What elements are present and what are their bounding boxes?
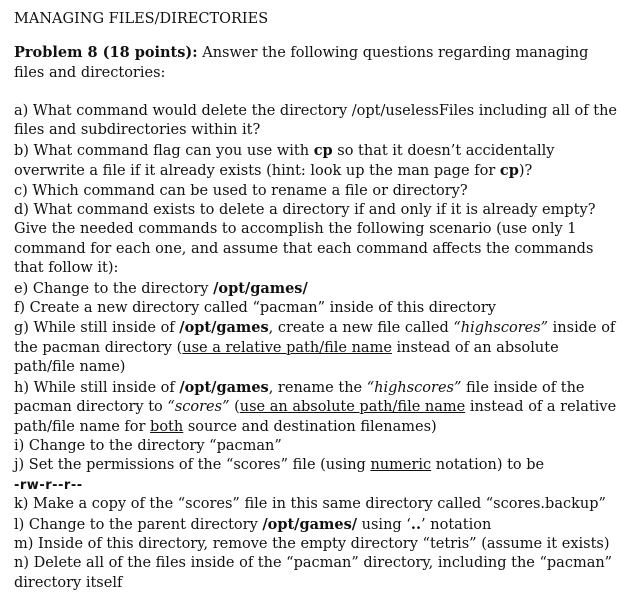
- question-b-cp: cp: [313, 141, 333, 159]
- question-n: n) Delete all of the files inside of the “pacman” directory, including the “pacman” directory itself: [14, 555, 613, 591]
- section-heading: MANAGING FILES/DIRECTORIES: [14, 11, 269, 27]
- question-g-file: “highscores”: [453, 320, 549, 337]
- question-j-text-2: notation) to be: [431, 457, 545, 474]
- question-g: [14, 318, 620, 377]
- question-j-text-1: j) Set the permissions of the “scores” file (using: [14, 457, 371, 474]
- question-j-permissions: -rw-r--r--: [14, 477, 83, 493]
- question-g-path: /opt/games: [179, 319, 269, 337]
- question-g-text-2: , create a new file called: [268, 320, 454, 337]
- question-h-file-2: “scores”: [167, 399, 230, 416]
- question-l-text-3: ’ notation: [421, 516, 492, 533]
- question-g-underline: use a relative path/file name: [182, 339, 392, 356]
- scenario-intro: Give the needed commands to accomplish the following scenario (use only 1 command for each one, and assume that each command affects the commands that follow it):: [14, 221, 594, 277]
- question-h-text-5: instead of a relative path/file name for: [14, 399, 617, 435]
- question-a: a) What command would delete the directory /opt/uselessFiles including all of the files and subdirectories within it?: [14, 103, 618, 139]
- question-b-text-1: b) What command flag can you use with: [14, 142, 314, 159]
- question-i: i) Change to the directory “pacman”: [14, 437, 282, 454]
- question-c: c) Which command can be used to rename a file or directory?: [14, 182, 468, 199]
- question-h: [14, 378, 620, 437]
- question-b-cp-2: cp: [499, 162, 519, 180]
- problem-label: Problem 8 (18 points):: [14, 44, 198, 61]
- question-h-path: /opt/games: [179, 378, 269, 396]
- question-e-text: e) Change to the directory: [14, 280, 214, 297]
- question-l-dots: ..: [410, 515, 422, 533]
- question-l-text-1: l) Change to the parent directory: [14, 516, 263, 533]
- question-j-numeric: numeric: [370, 457, 432, 474]
- question-e-path: /opt/games/: [213, 279, 308, 297]
- question-g-text-4: instead of an absolute path/file name): [14, 339, 559, 376]
- question-e: [14, 279, 620, 299]
- question-h-file: “highscores”: [366, 379, 462, 396]
- question-h-text-6: source and destination filenames): [183, 418, 437, 435]
- question-b: [14, 141, 620, 182]
- question-d: d) What command exists to delete a directory if and only if it is already empty?: [14, 202, 596, 219]
- question-l: [14, 515, 620, 535]
- question-f: f) Create a new directory called “pacman” inside of this directory: [14, 300, 496, 317]
- question-b-text-2: so that it doesn’t accidentally overwrite a file if it already exists (hint: look up the man page for: [14, 142, 555, 180]
- question-g-text-3: inside of the pacman directory (: [14, 320, 616, 356]
- question-m: m) Inside of this directory, remove the empty directory “tetris” (assume it exists): [14, 535, 610, 552]
- question-b-text-3: )?: [518, 163, 533, 180]
- question-h-text-2: , rename the: [268, 379, 367, 396]
- question-h-text-4: (: [229, 399, 240, 416]
- question-h-text-3: file inside of the pacman directory to: [14, 379, 585, 416]
- problem-text: Answer the following questions regarding managing files and directories:: [14, 45, 589, 81]
- question-j: [14, 456, 620, 475]
- question-l-text-2: using ‘: [357, 516, 411, 533]
- question-k: k) Make a copy of the “scores” file in this same directory called “scores.backup”: [14, 496, 606, 513]
- question-g-text-1: g) While still inside of: [14, 320, 180, 337]
- question-h-both: both: [150, 418, 184, 435]
- question-h-text-1: h) While still inside of: [14, 379, 180, 396]
- question-h-underline: use an absolute path/file name: [239, 399, 466, 416]
- problem-statement: [14, 43, 620, 83]
- question-l-path: /opt/games/: [262, 515, 358, 533]
